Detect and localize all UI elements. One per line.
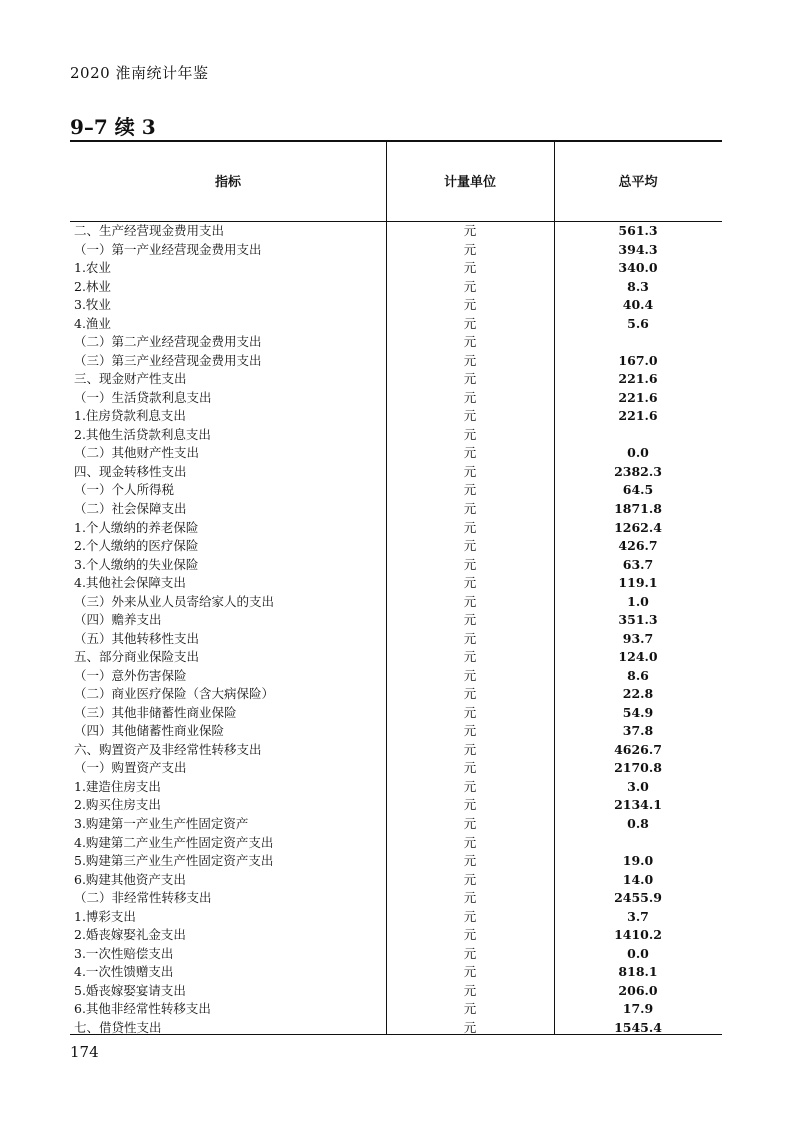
row-indicator: 2.个人缴纳的医疗保险 (74, 538, 199, 554)
row-indicator: （二）其他财产性支出 (74, 445, 200, 461)
table-row (70, 871, 722, 890)
row-average: 0.0 (627, 945, 649, 961)
table-row (70, 426, 722, 445)
row-unit: 元 (463, 982, 477, 998)
row-average: 221.6 (618, 389, 658, 405)
row-unit: 元 (463, 223, 477, 238)
row-indicator: 6.购建其他资产支出 (74, 871, 186, 887)
row-unit: 元 (463, 278, 477, 294)
row-indicator: （四）其他储蓄性商业保险 (74, 723, 225, 739)
row-unit: 元 (463, 723, 477, 739)
table-row (70, 593, 722, 612)
table-row (70, 352, 722, 371)
row-average: 8.6 (627, 667, 649, 683)
table-row (70, 500, 722, 519)
table-row (70, 537, 722, 556)
table-row (70, 963, 722, 982)
row-average: 5.6 (627, 315, 649, 331)
table-row (70, 519, 722, 538)
row-unit: 元 (463, 538, 477, 554)
row-indicator: 3.个人缴纳的失业保险 (74, 556, 199, 572)
table-row (70, 778, 722, 797)
row-indicator: （二）非经常性转移支出 (74, 890, 212, 906)
row-average: 206.0 (618, 982, 658, 998)
table-row (70, 834, 722, 853)
row-average: 394.3 (618, 241, 658, 257)
row-unit: 元 (463, 741, 477, 757)
row-unit: 元 (463, 871, 477, 887)
row-indicator: 4.购建第二产业生产性固定资产支出 (74, 834, 274, 850)
row-unit: 元 (463, 445, 477, 461)
row-average: 426.7 (618, 538, 658, 554)
table-title: 9–7 续 3 (70, 115, 156, 139)
table-row (70, 630, 722, 649)
table-row (70, 889, 722, 908)
row-average: 37.8 (622, 723, 654, 739)
table-row (70, 481, 722, 500)
row-average: 63.7 (622, 556, 654, 572)
row-unit: 元 (463, 1019, 477, 1035)
row-unit: 元 (463, 649, 477, 665)
row-indicator: 六、购置资产及非经常性转移支出 (74, 741, 262, 757)
table-row (70, 1000, 722, 1019)
row-average: 40.4 (622, 297, 654, 313)
row-indicator: （二）商业医疗保险（含大病保险） (74, 686, 275, 702)
row-average: 1262.4 (614, 519, 662, 535)
table-row (70, 982, 722, 1001)
table-row (70, 463, 722, 482)
table-body (70, 222, 722, 1037)
row-average: 93.7 (622, 630, 654, 646)
table-row (70, 315, 722, 334)
row-indicator: 5.婚丧嫁娶宴请支出 (74, 982, 186, 998)
row-average: 221.6 (618, 408, 658, 424)
row-indicator: 1.博彩支出 (74, 908, 136, 924)
row-unit: 元 (463, 315, 477, 331)
table-row (70, 908, 722, 927)
row-unit: 元 (463, 630, 477, 646)
table-row (70, 815, 722, 834)
row-average: 19.0 (622, 853, 654, 869)
table-row (70, 796, 722, 815)
row-unit: 元 (463, 667, 477, 683)
row-unit: 元 (463, 556, 477, 572)
row-unit: 元 (463, 612, 477, 628)
row-average: 4626.7 (614, 741, 662, 757)
row-indicator: 3.购建第一产业生产性固定资产 (74, 816, 249, 831)
row-unit: 元 (463, 760, 477, 776)
row-unit: 元 (463, 334, 477, 350)
table-row (70, 556, 722, 575)
row-indicator: 1.个人缴纳的养老保险 (74, 519, 199, 535)
row-indicator: 5.购建第三产业生产性固定资产支出 (74, 853, 274, 869)
table-row (70, 389, 722, 408)
row-indicator: 2.婚丧嫁娶礼金支出 (74, 927, 186, 943)
row-average: 818.1 (618, 964, 658, 980)
row-average: 14.0 (622, 871, 654, 887)
table-row (70, 278, 722, 297)
row-indicator: 2.其他生活贷款利息支出 (74, 426, 211, 442)
table-row (70, 685, 722, 704)
row-average: 64.5 (622, 482, 654, 498)
row-indicator: （三）其他非储蓄性商业保险 (74, 704, 237, 720)
row-average (554, 426, 722, 445)
row-indicator: （一）个人所得税 (74, 482, 175, 498)
table-row (70, 704, 722, 723)
row-indicator: 1.建造住房支出 (74, 778, 161, 794)
row-average: 2455.9 (614, 890, 662, 906)
table-row (70, 852, 722, 871)
row-average: 3.0 (627, 778, 649, 794)
row-average: 22.8 (622, 686, 654, 702)
table-row (70, 574, 722, 593)
row-average: 351.3 (618, 612, 658, 628)
row-average (554, 834, 722, 853)
row-unit: 元 (463, 463, 477, 479)
row-unit: 元 (463, 686, 477, 702)
row-average: 1871.8 (614, 500, 662, 516)
row-unit: 元 (463, 908, 477, 924)
row-indicator: 四、现金转移性支出 (74, 463, 187, 479)
row-indicator: （一）购置资产支出 (74, 760, 187, 776)
row-average: 0.0 (627, 445, 649, 461)
row-indicator: 4.其他社会保障支出 (74, 575, 186, 591)
row-unit: 元 (463, 519, 477, 535)
table-row (70, 759, 722, 778)
row-unit: 元 (463, 389, 477, 405)
table-row (70, 407, 722, 426)
row-unit: 元 (463, 297, 477, 313)
row-unit: 元 (463, 890, 477, 906)
row-indicator: 4.一次性馈赠支出 (74, 964, 174, 980)
row-indicator: 二、生产经营现金费用支出 (74, 223, 225, 238)
row-indicator: 3.牧业 (74, 297, 111, 313)
row-indicator: 五、部分商业保险支出 (74, 649, 200, 665)
table-row (70, 370, 722, 389)
table-row (70, 926, 722, 945)
row-unit: 元 (463, 834, 477, 850)
row-unit: 元 (463, 945, 477, 961)
page-number: 174 (70, 1043, 99, 1061)
header-indicator: 指标 (214, 175, 241, 190)
row-average: 124.0 (618, 649, 658, 665)
row-average: 2382.3 (614, 463, 662, 479)
table-row (70, 741, 722, 760)
row-indicator: （四）赡养支出 (74, 612, 162, 628)
row-average: 167.0 (618, 352, 658, 368)
row-average: 1545.4 (614, 1019, 662, 1035)
row-average: 2170.8 (614, 760, 662, 776)
header-unit: 计量单位 (443, 175, 496, 190)
row-average (554, 333, 722, 352)
table-row (70, 648, 722, 667)
row-unit: 元 (463, 1001, 477, 1017)
row-unit: 元 (463, 352, 477, 368)
row-average: 3.7 (627, 908, 649, 924)
table-row (70, 722, 722, 741)
row-unit: 元 (463, 853, 477, 869)
row-indicator: （五）其他转移性支出 (74, 630, 200, 646)
row-average: 17.9 (622, 1001, 654, 1017)
row-unit: 元 (463, 408, 477, 424)
running-head: 2020 淮南统计年鉴 (70, 64, 209, 82)
row-unit: 元 (463, 797, 477, 813)
row-average: 561.3 (618, 223, 658, 238)
row-indicator: 2.购买住房支出 (74, 797, 161, 813)
row-indicator: （一）意外伤害保险 (74, 667, 187, 683)
row-indicator: （二）社会保障支出 (74, 500, 187, 516)
row-indicator: 1.住房贷款利息支出 (74, 408, 186, 424)
table-header (70, 140, 722, 221)
table-row (70, 1019, 722, 1038)
row-unit: 元 (463, 371, 477, 387)
row-average: 1410.2 (614, 927, 662, 943)
row-indicator: 2.林业 (74, 278, 111, 294)
row-unit: 元 (463, 500, 477, 516)
row-unit: 元 (463, 704, 477, 720)
row-average: 2134.1 (614, 797, 662, 813)
row-indicator: （二）第二产业经营现金费用支出 (74, 334, 262, 350)
row-indicator: （一）第一产业经营现金费用支出 (74, 241, 262, 257)
table-row (70, 444, 722, 463)
row-unit: 元 (463, 426, 477, 442)
row-average: 8.3 (627, 278, 649, 294)
row-indicator: （一）生活贷款利息支出 (74, 389, 212, 405)
table-row (70, 333, 722, 352)
table-row (70, 667, 722, 686)
row-average: 340.0 (618, 260, 658, 276)
row-indicator: 1.农业 (74, 260, 111, 276)
row-unit: 元 (463, 241, 477, 257)
row-indicator: （三）外来从业人员寄给家人的支出 (74, 593, 275, 609)
row-unit: 元 (463, 260, 477, 276)
row-indicator: （三）第三产业经营现金费用支出 (74, 352, 262, 368)
row-unit: 元 (463, 778, 477, 794)
table-row (70, 945, 722, 964)
row-indicator: 4.渔业 (74, 315, 111, 331)
row-average: 0.8 (627, 816, 649, 831)
table-row (70, 222, 722, 241)
row-average: 1.0 (627, 593, 649, 609)
row-indicator: 6.其他非经常性转移支出 (74, 1001, 211, 1017)
row-average: 221.6 (618, 371, 658, 387)
row-unit: 元 (463, 575, 477, 591)
row-average: 119.1 (618, 575, 658, 591)
row-indicator: 七、借贷性支出 (74, 1019, 162, 1035)
row-unit: 元 (463, 482, 477, 498)
table-row (70, 296, 722, 315)
row-unit: 元 (463, 964, 477, 980)
row-indicator: 3.一次性赔偿支出 (74, 945, 174, 961)
header-average: 总平均 (618, 175, 658, 190)
row-average: 54.9 (622, 704, 654, 720)
row-unit: 元 (463, 927, 477, 943)
row-indicator: 三、现金财产性支出 (74, 371, 187, 387)
row-unit: 元 (463, 816, 477, 831)
row-unit: 元 (463, 593, 477, 609)
table-row (70, 611, 722, 630)
table-row (70, 259, 722, 278)
table-row (70, 241, 722, 260)
